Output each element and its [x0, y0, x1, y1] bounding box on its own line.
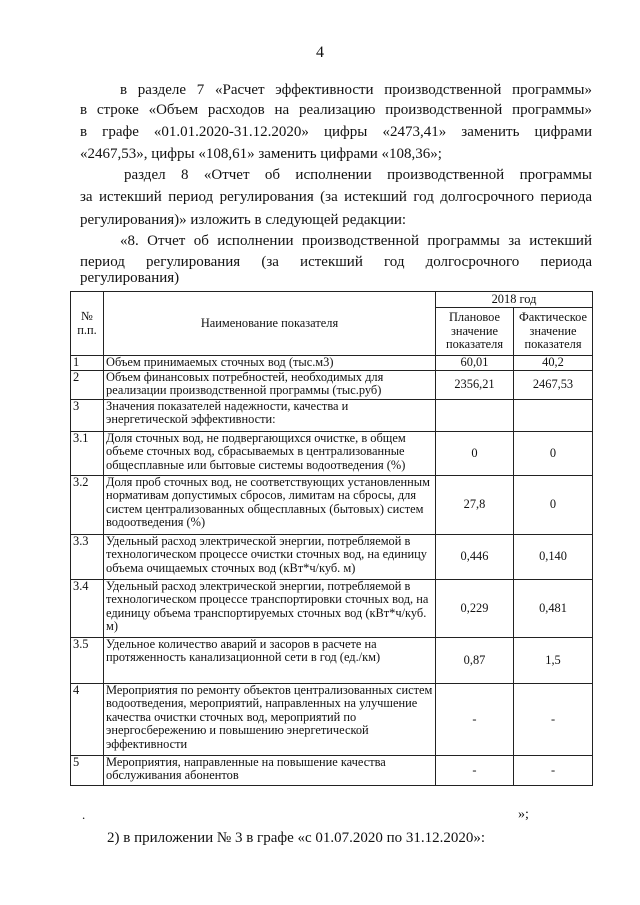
row-fact: 0 — [514, 432, 593, 476]
row-name: Значения показателей надежности, качества и энергетической эффективности: — [104, 400, 436, 432]
table-row — [71, 400, 593, 432]
paragraph-line: регулирования)» изложить в следующей редакции: — [80, 212, 407, 228]
table-row — [71, 756, 593, 786]
row-plan: - — [436, 756, 514, 786]
paragraph-line: «8. Отчет об исполнении производственной программы за истекший — [120, 233, 592, 249]
paragraph-line: в графе «01.01.2020-31.12.2020» цифры «2473,41» заменить цифрами — [80, 124, 592, 140]
row-name: Объем принимаемых сточных вод (тыс.м3) — [104, 356, 436, 371]
row-fact: 40,2 — [514, 356, 593, 371]
row-name: Удельный расход электрической энергии, потребляемой в технологическом процессе очистки сточных вод, на единицу объема очищаемых сточных вод (кВт*ч/куб. м) — [104, 535, 436, 580]
table-row — [71, 535, 593, 580]
final-paragraph: 2) в приложении № 3 в графе «с 01.07.2020 по 31.12.2020»: — [107, 830, 486, 846]
row-fact: 0,481 — [514, 580, 593, 638]
row-plan: - — [436, 684, 514, 756]
paragraph-line: период регулирования (за истекший год долгосрочного периода — [80, 254, 592, 270]
report-table — [70, 291, 593, 786]
row-num: 3.3 — [71, 535, 104, 580]
paragraph-line: в строке «Объем расходов на реализацию производственной программы» — [80, 102, 592, 118]
row-num: 3.2 — [71, 476, 104, 535]
table-row — [71, 371, 593, 400]
row-name: Мероприятия, направленные на повышение качества обслуживания абонентов — [104, 756, 436, 786]
row-num: 3.1 — [71, 432, 104, 476]
header-year: 2018 год — [436, 292, 593, 308]
row-fact: 0 — [514, 476, 593, 535]
row-plan: 27,8 — [436, 476, 514, 535]
row-plan: 0,446 — [436, 535, 514, 580]
header-num: № п.п. — [71, 292, 104, 356]
table-row — [71, 638, 593, 684]
after-table-dot: . — [82, 807, 86, 822]
row-name: Удельный расход электрической энергии, потребляемой в технологическом процессе транспортировки сточных вод, на единицу объема транспортируемых сточных вод (кВт*ч/куб. м) — [104, 580, 436, 638]
row-plan: 0 — [436, 432, 514, 476]
row-fact: - — [514, 756, 593, 786]
paragraph-line: «2467,53», цифры «108,61» заменить цифрами «108,36»; — [80, 146, 442, 162]
row-plan: 60,01 — [436, 356, 514, 371]
table-row — [71, 432, 593, 476]
row-name: Мероприятия по ремонту объектов централизованных систем водоотведения, мероприятий, направленных на улучшение качества очистки сточных вод, мероприятий по энергосбережению и повышению энергетической эффективности — [104, 684, 436, 756]
row-num: 1 — [71, 356, 104, 371]
row-name: Доля сточных вод, не подвергающихся очистке, в общем объеме сточных вод, сбрасываемых в централизованные общесплавные или бытовые системы водоотведения (%) — [104, 432, 436, 476]
table-row — [71, 684, 593, 756]
row-fact: 1,5 — [514, 638, 593, 684]
paragraph-line: раздел 8 «Отчет об исполнении производственной программы — [124, 167, 592, 183]
row-fact: 0,140 — [514, 535, 593, 580]
table-row — [71, 580, 593, 638]
row-plan: 2356,21 — [436, 371, 514, 400]
row-num: 5 — [71, 756, 104, 786]
row-plan: 0,87 — [436, 638, 514, 684]
table-row — [71, 476, 593, 535]
row-plan: 0,229 — [436, 580, 514, 638]
row-name: Объем финансовых потребностей, необходимых для реализации производственной программы (тыс.руб) — [104, 371, 436, 400]
row-num: 3.4 — [71, 580, 104, 638]
paragraph-line: в разделе 7 «Расчет эффективности производственной программы» — [120, 82, 592, 98]
paragraph-line: регулирования) — [80, 270, 180, 286]
table-row — [71, 356, 593, 371]
header-name: Наименование показателя — [104, 292, 436, 356]
row-fact: - — [514, 684, 593, 756]
row-name: Удельное количество аварий и засоров в расчете на протяженность канализационной сети в год (ед./км) — [104, 638, 436, 684]
row-fact — [514, 400, 593, 432]
page-number: 4 — [316, 44, 324, 61]
row-fact: 2467,53 — [514, 371, 593, 400]
row-num: 2 — [71, 371, 104, 400]
paragraph-line: за истекший период регулирования (за истекший год долгосрочного периода — [80, 189, 592, 205]
row-name: Доля проб сточных вод, не соответствующих установленным нормативам допустимых сбросов, лимитам на сбросы, для систем централизованных общесплавных (бытовых) систем водоотведения (%) — [104, 476, 436, 535]
header-fact: Фактическое значение показателя — [514, 308, 593, 356]
row-num: 3 — [71, 400, 104, 432]
closing-quote: »; — [518, 807, 529, 822]
row-plan — [436, 400, 514, 432]
row-num: 4 — [71, 684, 104, 756]
header-plan: Плановое значение показателя — [436, 308, 514, 356]
row-num: 3.5 — [71, 638, 104, 684]
